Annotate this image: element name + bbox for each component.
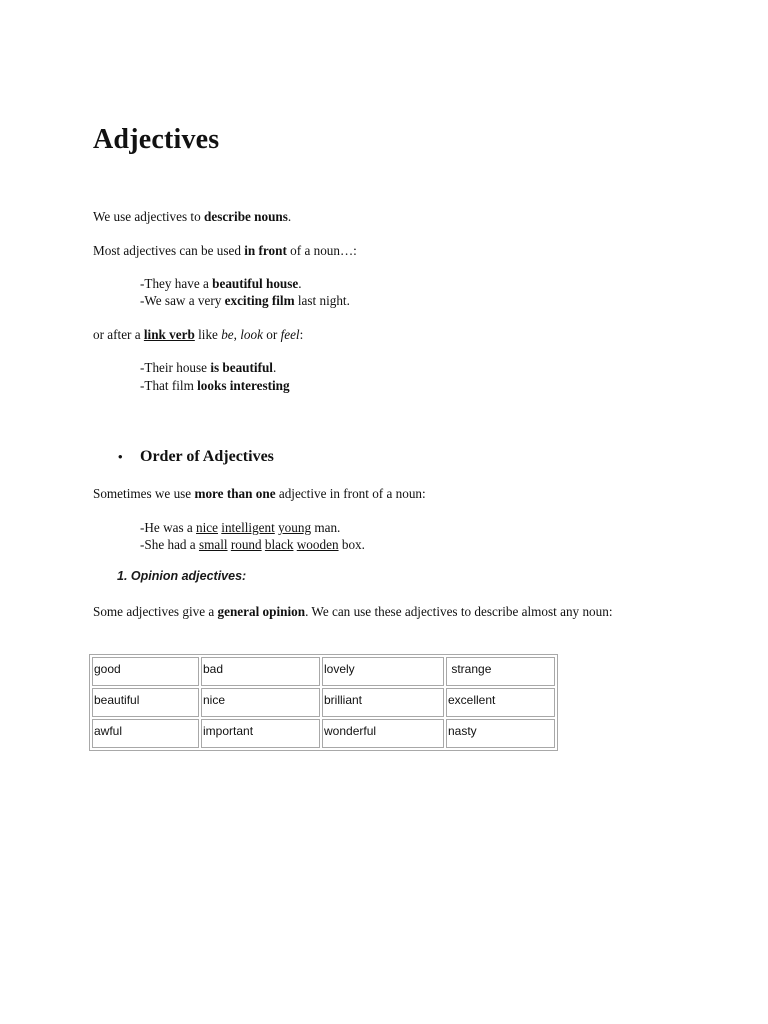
example-text: -We saw a very [140, 293, 225, 308]
underlined-adjective: intelligent [221, 520, 275, 535]
general-opinion-paragraph [93, 603, 683, 620]
sometimes-end: adjective in front of a noun: [275, 486, 426, 501]
intro-bold: describe nouns [204, 209, 288, 224]
table-cell: excellent [446, 688, 555, 717]
underlined-adjective: small [198, 537, 228, 552]
sometimes-bold: more than one [194, 486, 276, 501]
example-bold: beautiful house [212, 276, 299, 291]
example-end: . [298, 276, 302, 291]
page-title: Adjectives [93, 124, 220, 155]
underlined-adjective: round [230, 537, 262, 552]
after-end: : [299, 327, 304, 342]
example-text: -Their house [140, 360, 211, 375]
table-cell: good [92, 657, 199, 686]
bullet-icon: • [118, 449, 123, 464]
intro-paragraph [93, 208, 291, 225]
front-paragraph [93, 242, 357, 259]
example-line-3 [140, 359, 276, 376]
section-heading [118, 448, 274, 466]
table-cell: beautiful [92, 688, 199, 717]
front-end: of a noun…: [286, 243, 357, 258]
link-verb-term: link verb [143, 327, 195, 342]
underlined-adjective: wooden [296, 537, 339, 552]
table-cell: nasty [446, 719, 555, 748]
table-cell: lovely [322, 657, 444, 686]
example-text: -That film [140, 378, 198, 393]
example-end: last night. [294, 293, 350, 308]
example-text: -She had a [140, 537, 199, 552]
table-cell: bad [201, 657, 320, 686]
verb-be: be [221, 327, 234, 342]
example-line-1 [140, 275, 302, 292]
example-bold: is beautiful [210, 360, 273, 375]
verb-look: look [240, 327, 263, 342]
table-cell: brilliant [322, 688, 444, 717]
table-row [92, 719, 555, 748]
example-line-4 [140, 377, 290, 394]
table-cell [446, 657, 555, 686]
general-bold: general opinion [217, 604, 306, 619]
after-mid: like [194, 327, 222, 342]
link-verb-paragraph [93, 326, 303, 343]
example-line-2 [140, 292, 350, 309]
section-heading-text: Order of Adjectives [140, 448, 274, 465]
example-end: box. [338, 537, 365, 552]
underlined-adjective: nice [196, 520, 218, 535]
front-text: Most adjectives can be used [93, 243, 245, 258]
underlined-adjective: young [278, 520, 312, 535]
example-end: man. [311, 520, 341, 535]
after-comma: , [233, 327, 241, 342]
opinion-adjectives-table [89, 654, 558, 751]
table-cell: awful [92, 719, 199, 748]
underlined-adjective: black [264, 537, 294, 552]
sometimes-paragraph [93, 485, 426, 502]
numbered-subheading: 1. Opinion adjectives: [117, 569, 247, 583]
intro-text: We use adjectives to [93, 209, 204, 224]
front-bold: in front [244, 243, 287, 258]
example-text: -He was a [140, 520, 197, 535]
example-text: -They have a [140, 276, 213, 291]
example-bold: exciting film [224, 293, 295, 308]
table-cell: important [201, 719, 320, 748]
table-cell: nice [201, 688, 320, 717]
table-row [92, 657, 555, 686]
general-text: Some adjectives give a [93, 604, 218, 619]
table-cell: wonderful [322, 719, 444, 748]
intro-end: . [287, 209, 292, 224]
example-line-6 [140, 536, 365, 553]
example-line-5 [140, 519, 340, 536]
example-end: . [272, 360, 277, 375]
table-row [92, 688, 555, 717]
after-text: or after a [93, 327, 144, 342]
table-cell-text: strange [451, 662, 492, 676]
example-bold: looks interesting [197, 378, 290, 393]
after-or: or [262, 327, 281, 342]
general-end: . We can use these adjectives to describe almost any noun: [305, 604, 613, 619]
verb-feel: feel [280, 327, 300, 342]
sometimes-text: Sometimes we use [93, 486, 195, 501]
